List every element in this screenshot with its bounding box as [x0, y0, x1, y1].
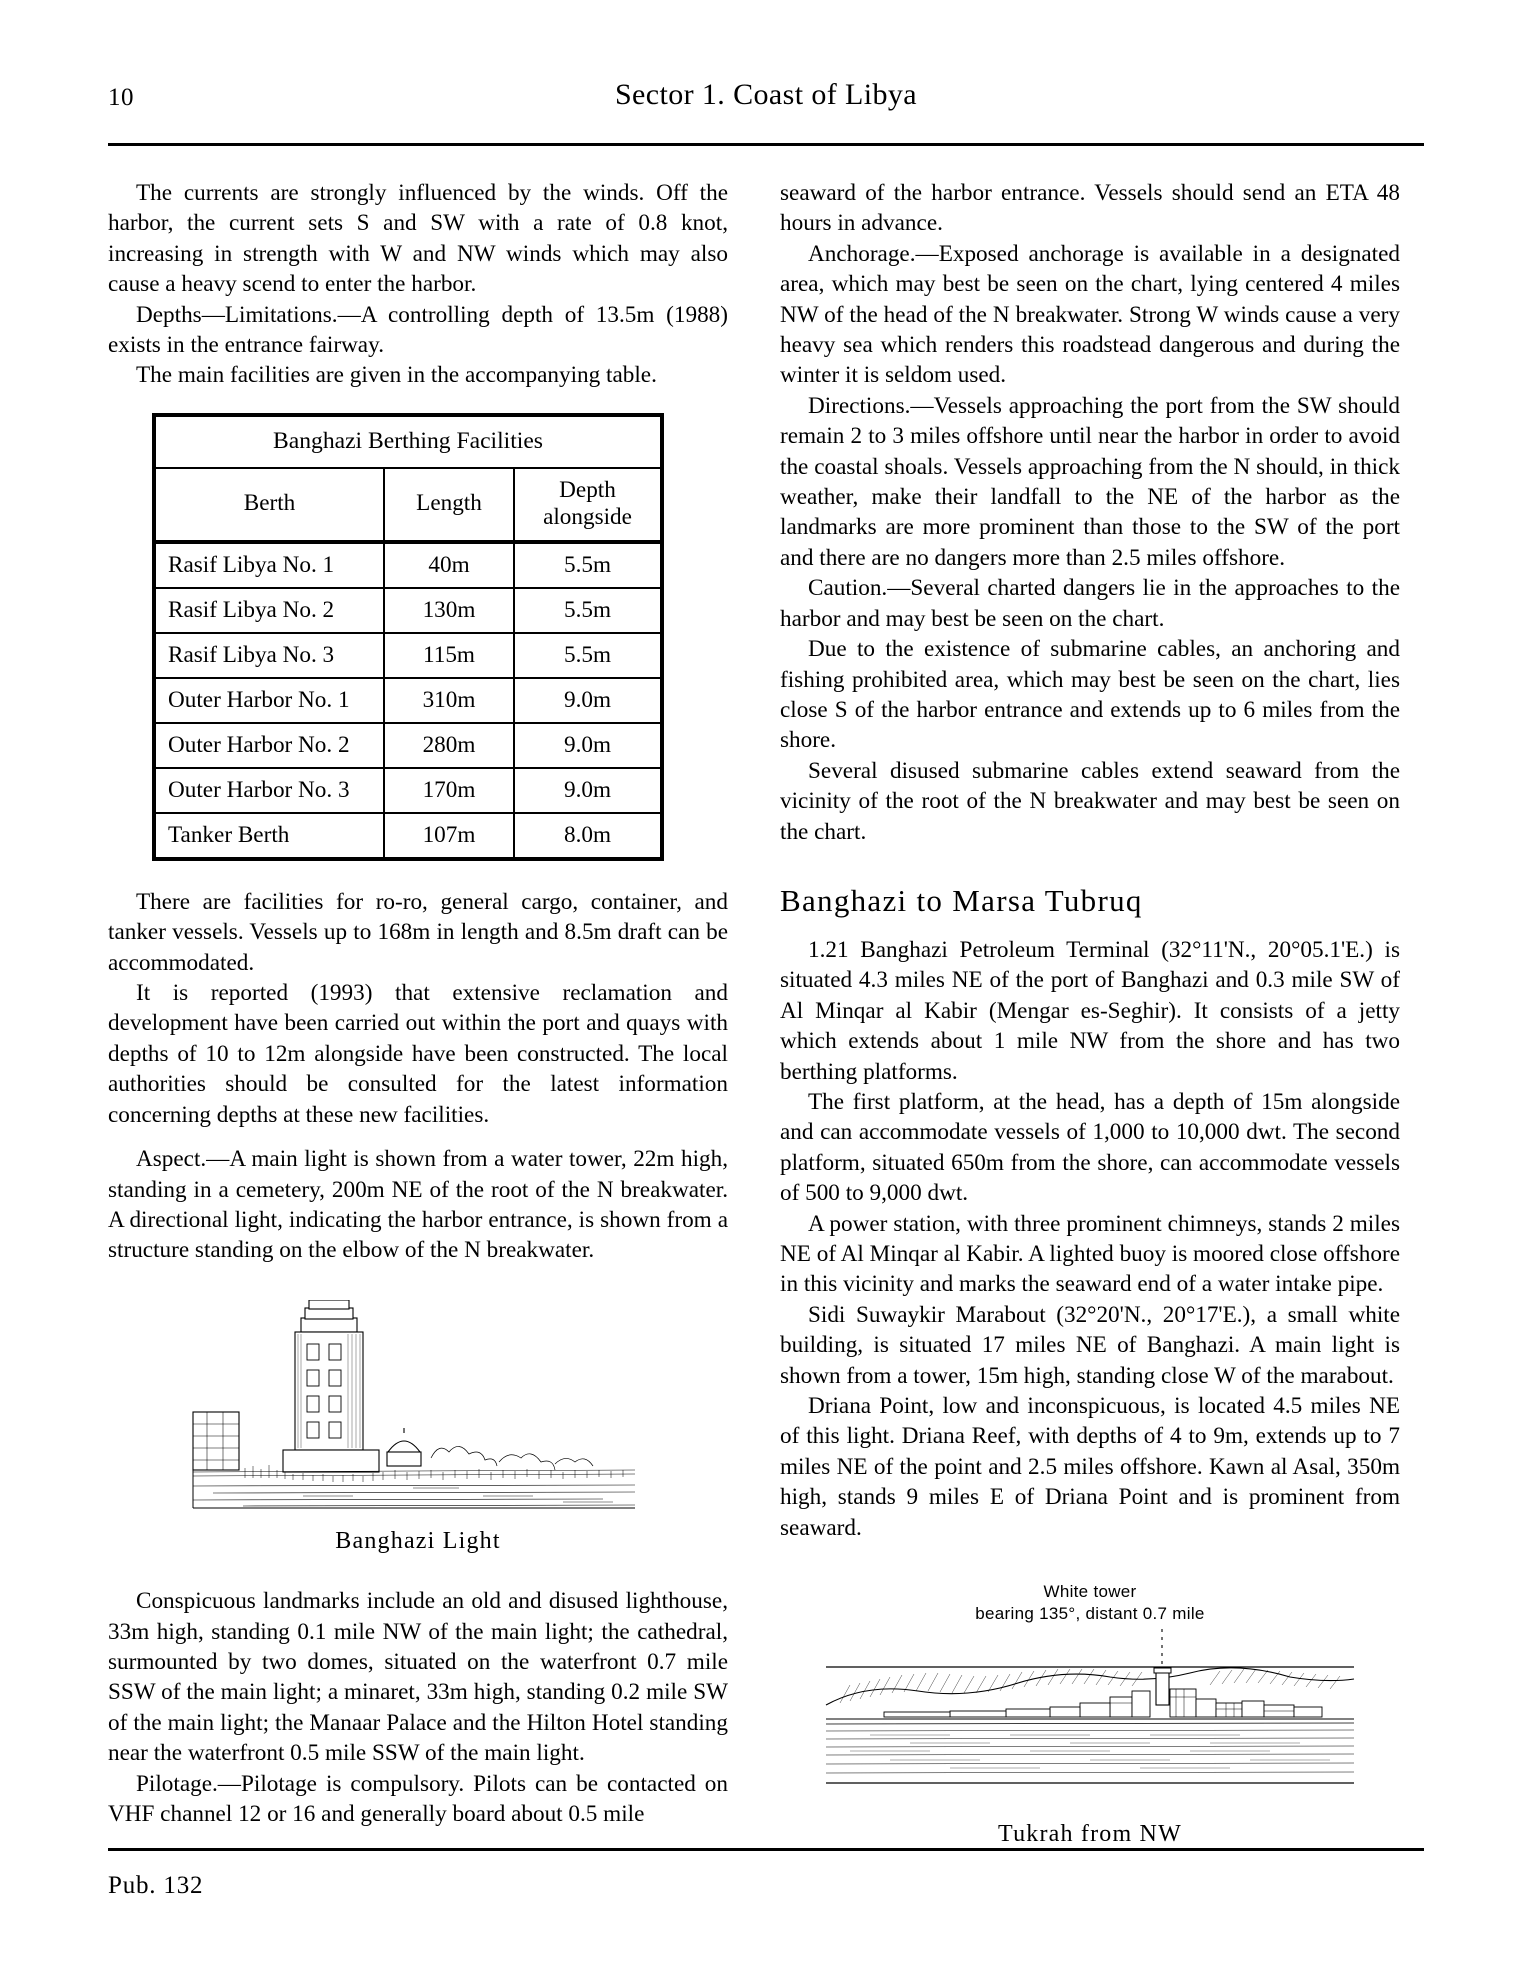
page-title: Sector 1. Coast of Libya [614, 78, 918, 111]
paragraph-caution: Caution.—Several charted dangers lie in the approaches to the harbor and may best be seen on the chart. [780, 575, 1400, 632]
paragraph-power-station: A power station, with three prominent chimneys, stands 2 miles NE of Al Minqar al Kabir. A lighted buoy is moored close offshore in this vicinity and marks the seaward end of a water intake pipe. [780, 1210, 1400, 1298]
cell-depth: 8.0m [514, 813, 662, 859]
header-divider [108, 143, 1424, 146]
paragraph-seaward-eta: seaward of the harbor entrance. Vessels should send an ETA 48 hours in advance. [780, 180, 1400, 237]
table-row [154, 723, 662, 768]
tukrah-tower-label [780, 1581, 1400, 1625]
paragraph-directions: Directions.—Vessels approaching the port from the SW should remain 2 to 3 miles offshore until near the harbor in order to avoid the coastal shoals. Vessels approaching from the N should, in thick weather, make their landfall to the NE of the harbor as the landmarks are more prominent than those to the SW of the port and there are no dangers more than 2.5 miles offshore. [780, 392, 1400, 571]
tukrah-label-line2: bearing 135°, distant 0.7 mile [975, 1604, 1205, 1624]
cell-berth: Tanker Berth [154, 813, 384, 859]
cell-berth: Outer Harbor No. 1 [154, 678, 384, 723]
tukrah-coastal-view-illustration [810, 1627, 1370, 1797]
paragraph-main-facilities: The main facilities are given in the accompanying table. [136, 362, 657, 389]
cell-length: 310m [384, 678, 514, 723]
paragraph-reclamation: It is reported (1993) that extensive reclamation and development have been carried out within the port and quays with depths of 10 to 12m alongside have been constructed. The local authorities should be consulted for the latest information concerning depths at these new facilities. [108, 980, 728, 1128]
table-header-row [154, 468, 662, 542]
cell-depth: 9.0m [514, 723, 662, 768]
banghazi-light-figure [108, 1300, 728, 1556]
cell-length: 170m [384, 768, 514, 813]
left-column [108, 178, 728, 1829]
berthing-facilities-table [152, 413, 664, 861]
cell-depth: 5.5m [514, 588, 662, 633]
column-header-length: Length [384, 468, 514, 542]
paragraph-anchorage: Anchorage.—Exposed anchorage is available in a designated area, which may best be seen on the chart, lying centered 4 miles NW of the head of the N breakwater. Strong W winds cause a very heavy sea which renders this roadstead dangerous and during the winter it is seldom used. [780, 240, 1400, 389]
paragraph-1-21-petroleum-terminal: 1.21 Banghazi Petroleum Terminal (32°11'N., 20°05.1'E.) is situated 4.3 miles NE of the port of Banghazi and 0.3 mile SW of Al Minqar al Kabir (Mengar es-Seghir). It consists of a jetty which extends about 1 mile NW from the shore and has two berthing platforms. [780, 936, 1400, 1085]
paragraph-platforms: The first platform, at the head, has a depth of 15m alongside and can accommodate vessels of 1,000 to 10,000 dwt. The second platform, situated 650m from the shore, can accommodate vessels of 500 to 9,000 dwt. [780, 1088, 1400, 1207]
cell-berth: Outer Harbor No. 3 [154, 768, 384, 813]
cell-length: 107m [384, 813, 514, 859]
cell-depth: 5.5m [514, 542, 662, 588]
table-row [154, 678, 662, 723]
figure-caption-banghazi-light: Banghazi Light [335, 1527, 501, 1554]
column-header-depth-alongside [514, 468, 662, 542]
cell-length: 130m [384, 588, 514, 633]
table-row [154, 768, 662, 813]
berthing-facilities-table-wrapper [152, 413, 664, 861]
paragraph-depths-limitations: Depths—Limitations.—A controlling depth of 13.5m (1988) exists in the entrance fairway. [108, 301, 728, 359]
cell-depth: 9.0m [514, 678, 662, 723]
column-header-berth: Berth [154, 468, 384, 542]
page-header [108, 78, 1424, 138]
footer-divider [108, 1848, 1424, 1851]
paragraph-pilotage: Pilotage.—Pilotage is compulsory. Pilots can be contacted on VHF channel 12 or 16 and generally board about 0.5 mile [108, 1770, 728, 1827]
tukrah-label-line1: White tower [1043, 1582, 1137, 1602]
table-caption-row [154, 415, 662, 468]
cell-length: 115m [384, 633, 514, 678]
cell-length: 280m [384, 723, 514, 768]
paragraph-disused-cables: Several disused submarine cables extend seaward from the vicinity of the root of the N breakwater and may best be seen on the chart. [780, 757, 1400, 845]
cell-depth: 5.5m [514, 633, 662, 678]
page-number: 10 [108, 84, 134, 111]
cell-berth: Rasif Libya No. 1 [154, 542, 384, 588]
cell-berth: Rasif Libya No. 3 [154, 633, 384, 678]
paragraph-landmarks: Conspicuous landmarks include an old and disused lighthouse, 33m high, standing 0.1 mile NW of the main light; the cathedral, surmounted by two domes, situated on the waterfront 0.7 mile SSW of the main light; a minaret, 33m high, standing 0.2 mile SW of the main light; the Manaar Palace and the Hilton Hotel standing near the waterfront 0.5 mile SSW of the main light. [108, 1588, 728, 1767]
cell-berth: Rasif Libya No. 2 [154, 588, 384, 633]
footer-publication: Pub. 132 [108, 1872, 204, 1899]
table-row [154, 813, 662, 859]
paragraph-facilities-roro: There are facilities for ro-ro, general cargo, container, and tanker vessels. Vessels up to 168m in length and 8.5m draft can be accommodated. [108, 888, 728, 976]
paragraph-submarine-cables-area: Due to the existence of submarine cables, an anchoring and fishing prohibited area, which may best be seen on the chart, lies close S of the harbor entrance and extends up to 6 miles from the shore. [780, 636, 1400, 754]
paragraph-currents: The currents are strongly influenced by the winds. Off the harbor, the current sets S and SW with a rate of 0.8 knot, increasing in strength with W and NW winds which may also cause a heavy scend to enter the harbor. [108, 180, 728, 298]
table-row [154, 633, 662, 678]
paragraph-driana-point: Driana Point, low and inconspicuous, is located 4.5 miles NE of this light. Driana Reef, with depths of 4 to 9m, extends up to 7 miles NE of the point and 2.5 miles offshore. Kawn al Asal, 350m high, stands 9 miles E of Driana Point and is prominent from seaward. [780, 1393, 1400, 1541]
section-heading-banghazi-to-marsa-tubruq: Banghazi to Marsa Tubruq [780, 882, 1143, 918]
right-column [780, 178, 1400, 1849]
tukrah-figure [780, 1581, 1400, 1849]
paragraph-sidi-suwaykir: Sidi Suwaykir Marabout (32°20'N., 20°17'E.), a small white building, is situated 17 miles NE of Banghazi. A main light is shown from a tower, 15m high, standing close W of the marabout. [780, 1301, 1400, 1389]
table-row [154, 542, 662, 588]
table-row [154, 588, 662, 633]
figure-caption-tukrah: Tukrah from NW [998, 1821, 1182, 1848]
banghazi-light-illustration [183, 1300, 653, 1510]
table-caption: Banghazi Berthing Facilities [154, 415, 662, 468]
cell-length: 40m [384, 542, 514, 588]
column-header-depth-line1: Depth [559, 476, 616, 503]
cell-berth: Outer Harbor No. 2 [154, 723, 384, 768]
column-header-depth-line2: alongside [543, 503, 632, 530]
paragraph-aspect: Aspect.—A main light is shown from a water tower, 22m high, standing in a cemetery, 200m NE of the root of the N breakwater. A directional light, indicating the harbor entrance, is shown from a structure standing on the elbow of the N breakwater. [108, 1146, 728, 1264]
cell-depth: 9.0m [514, 768, 662, 813]
